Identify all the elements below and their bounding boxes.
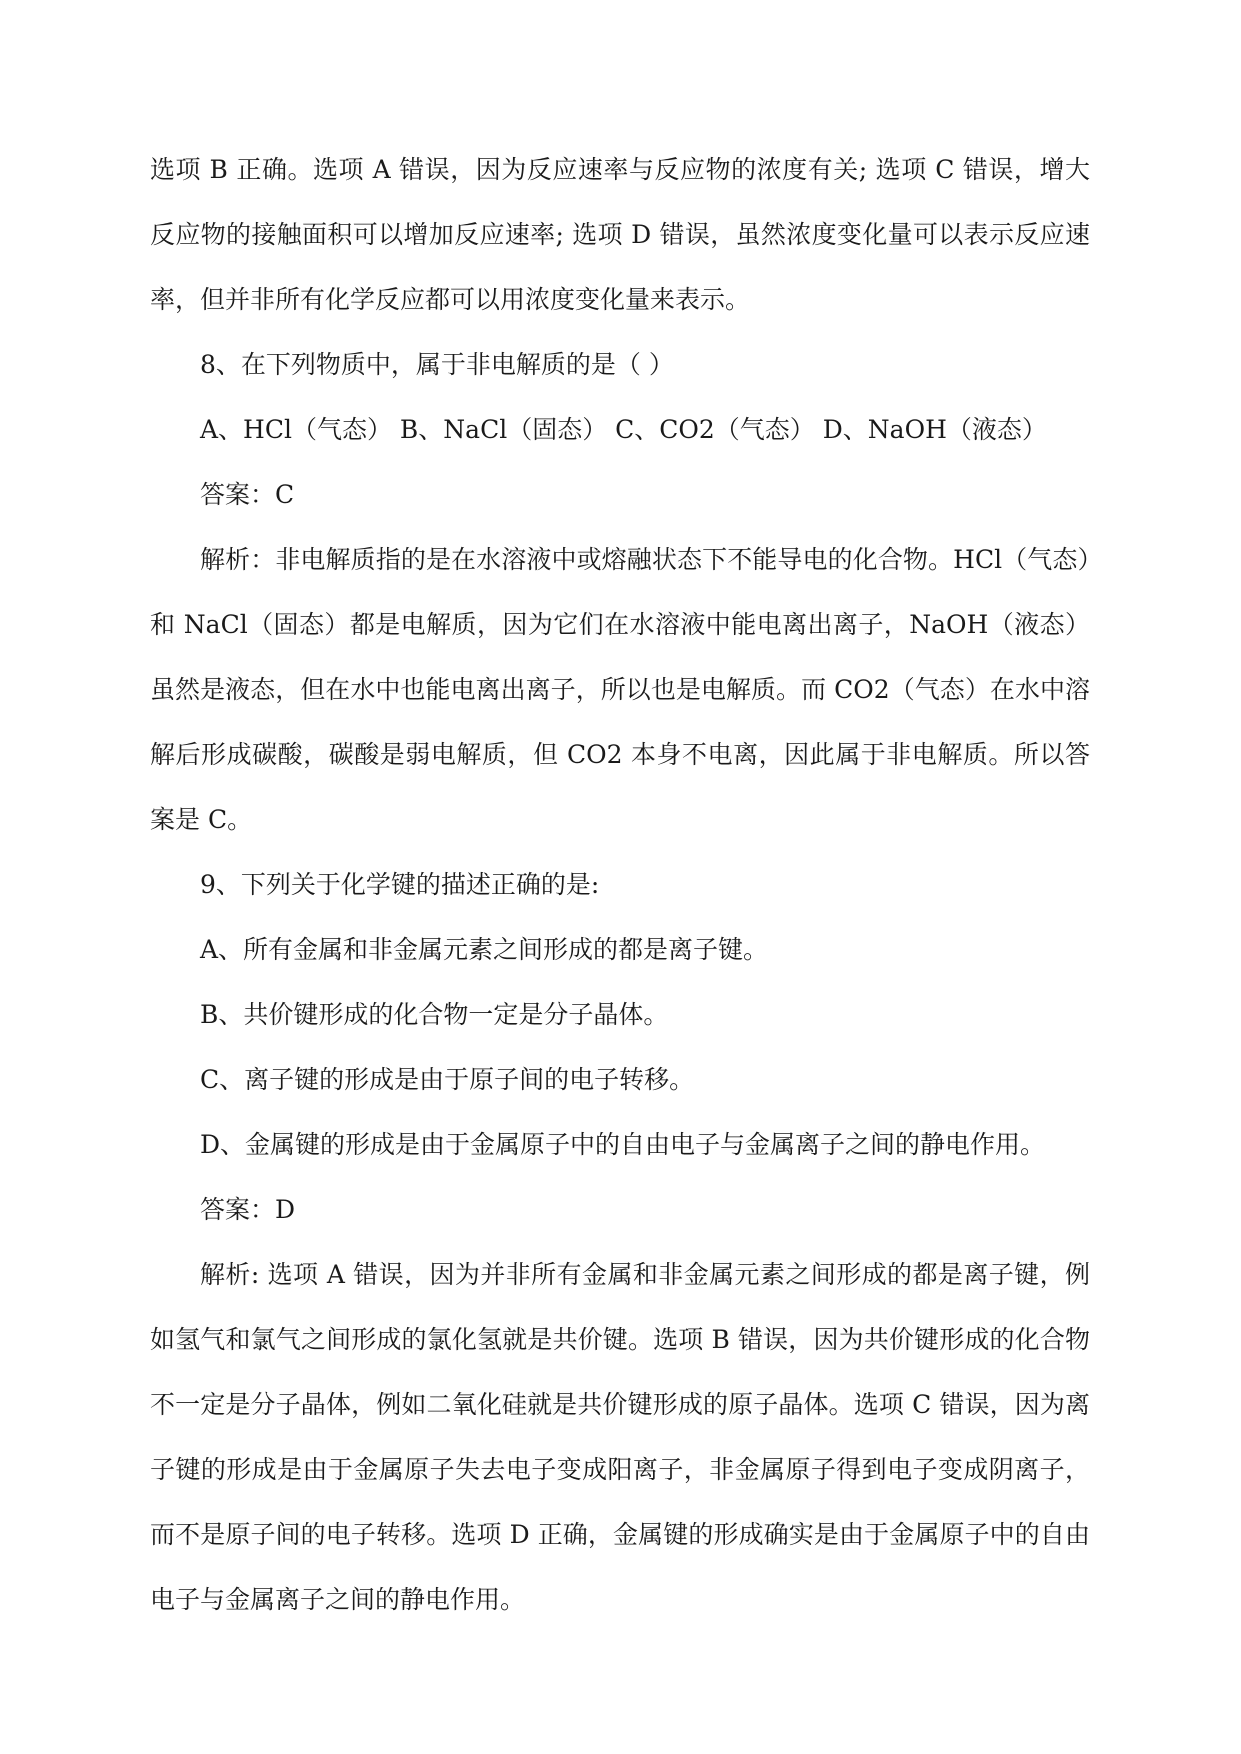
q9-option-d: D、金属键的形成是由于金属原子中的自由电子与金属离子之间的静电作用。: [200, 1130, 1046, 1159]
q9-option-b: B、共价键形成的化合物一定是分子晶体。: [200, 1000, 669, 1029]
q8-answer: 答案：C: [200, 480, 295, 509]
q9-explanation: 解析: 选项 A 错误，因为并非所有金属和非金属元素之间形成的都是离子键，例如氢气和氯气之间形成的氯化氢就是共价键。选项 B 错误，因为共价键形成的化合物不一定是分子晶体，例如二氧化硅就是共价键形成的原子晶体。选项 C 错误，因为离子键的形成是由于金属原子失去电子变成阳离子，非金属原子得到电子变成阴离子，而不是原子间的电子转移。选项 D 正确，金属键的形成确实是由于金属原子中的自由电子与金属离子之间的静电作用。: [150, 1260, 1090, 1614]
q7-explanation-continued: 选项 B 正确。选项 A 错误，因为反应速率与反应物的浓度有关; 选项 C 错误，增大反应物的接触面积可以增加反应速率; 选项 D 错误，虽然浓度变化量可以表示反应速率，但并非所有化学反应都可以用浓度变化量来表示。: [150, 155, 1090, 314]
q8-options: A、HCl（气态） B、NaCl（固态） C、CO2（气态） D、NaOH（液态）: [200, 415, 1047, 444]
q9-option-c: C、离子键的形成是由于原子间的电子转移。: [200, 1065, 695, 1094]
document-page: [150, 137, 1090, 1632]
q9-option-a: A、所有金属和非金属元素之间形成的都是离子键。: [200, 935, 769, 964]
q8-question: 8、在下列物质中，属于非电解质的是（ ）: [200, 350, 674, 379]
q8-explanation: 解析：非电解质指的是在水溶液中或熔融状态下不能导电的化合物。HCl（气态）和 NaCl（固态）都是电解质，因为它们在水溶液中能电离出离子，NaOH（液态）虽然是液态，但在水中也能电离出离子，所以也是电解质。而 CO2（气态）在水中溶解后形成碳酸，碳酸是弱电解质，但 CO2 本身不电离，因此属于非电解质。所以答案是 C。: [150, 545, 1090, 834]
q9-question: 9、下列关于化学键的描述正确的是:: [200, 870, 600, 899]
q9-answer: 答案：D: [200, 1195, 296, 1224]
